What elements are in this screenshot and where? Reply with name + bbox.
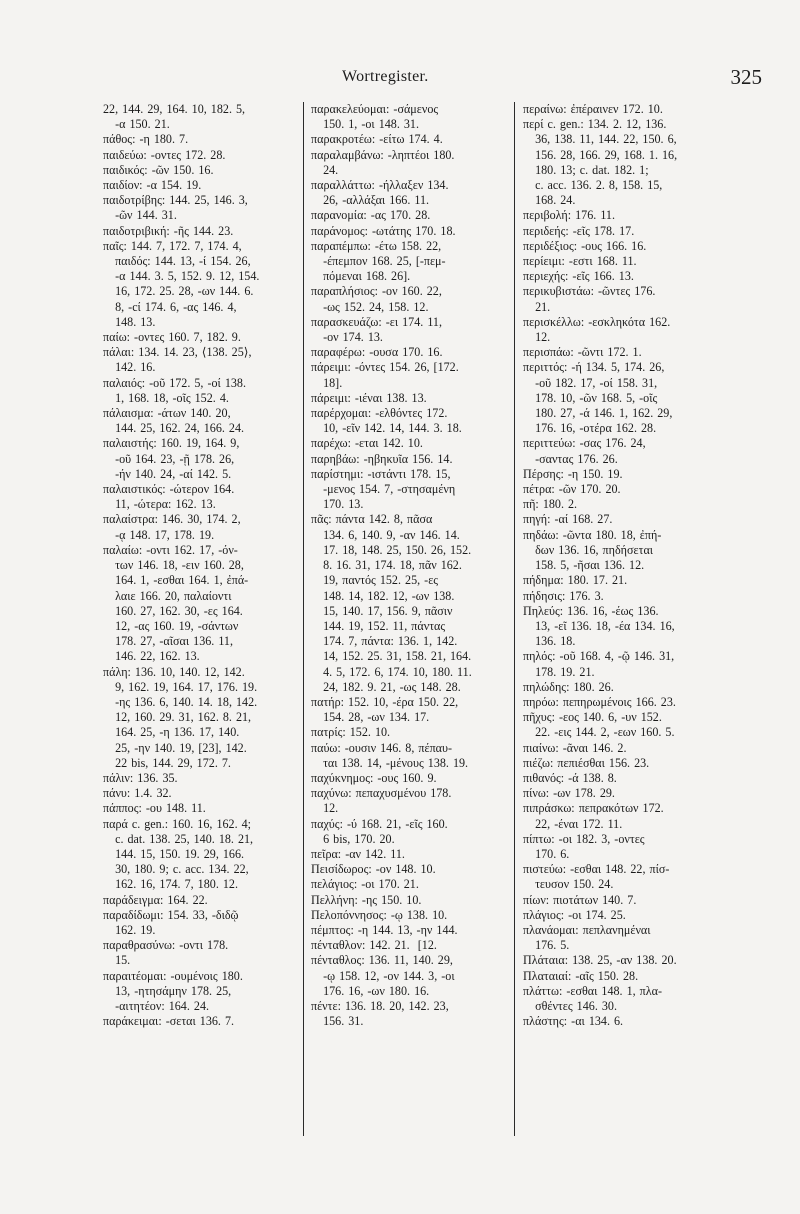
- index-line: πηγή: -αί 168. 27.: [523, 512, 613, 527]
- index-line: παιδοτρίβης: 144. 25, 146. 3,: [103, 193, 248, 208]
- index-line: παράδειγμα: 164. 22.: [103, 892, 208, 907]
- index-line: -ης 136. 6, 140. 14. 18, 142.: [103, 694, 258, 709]
- index-line: 12, -ας 160. 19, -σάντων: [103, 618, 239, 633]
- index-line: πίπτω: -οι 182. 3, -οντες: [523, 831, 645, 846]
- index-line: 150. 1, -οι 148. 31.: [311, 117, 420, 132]
- index-line: πάθος: -η 180. 7.: [103, 132, 189, 147]
- index-line: παραπλήσιος: -ον 160. 22,: [311, 284, 442, 299]
- index-line: 30, 180. 9; c. acc. 134. 22,: [103, 862, 249, 877]
- index-line: 6 bis, 170. 20.: [311, 831, 395, 846]
- index-line: 154. 28, -ων 134. 17.: [311, 710, 430, 725]
- index-line: -ως 152. 24, 158. 12.: [311, 299, 429, 314]
- index-line: πάνυ: 1.4. 32.: [103, 786, 172, 801]
- index-line: πηλώδης: 180. 26.: [523, 679, 614, 694]
- index-line: 162. 19.: [103, 922, 156, 937]
- index-line: 22, 144. 29, 164. 10, 182. 5,: [103, 102, 246, 116]
- index-line: 134. 6, 140. 9, -αν 146. 14.: [311, 527, 460, 542]
- index-line: 164. 1, -εσθαι 164. 1, ἐπά-: [103, 573, 249, 588]
- index-line: παρηβάω: -ηβηκυῖα 156. 14.: [311, 451, 453, 466]
- index-line: 144. 15, 150. 19. 29, 166.: [103, 846, 245, 861]
- index-column-right: [523, 102, 763, 1029]
- index-line: παλαιός: -οῦ 172. 5, -οί 138.: [103, 375, 246, 390]
- index-line: Πλαταιαί: -αῖς 150. 28.: [523, 968, 639, 983]
- index-line: 36, 138. 11, 144. 22, 150. 6,: [523, 132, 677, 147]
- index-line: περίειμι: -εστι 168. 11.: [523, 254, 637, 269]
- index-column-left: [103, 102, 295, 1029]
- index-line: -ήν 140. 24, -αί 142. 5.: [103, 466, 232, 481]
- index-line: παιδικός: -ῶν 150. 16.: [103, 162, 214, 177]
- index-line: 158. 5, -ῆσαι 136. 12.: [523, 558, 645, 573]
- index-column-middle: [311, 102, 504, 1029]
- index-line: πλάττω: -εσθαι 148. 1, πλα-: [523, 983, 663, 998]
- index-line: 170. 6.: [523, 846, 570, 861]
- index-line: πόμεναι 168. 26].: [311, 269, 411, 284]
- index-line: 144. 19, 152. 11, πάντας: [311, 618, 446, 633]
- index-line: πηδάω: -ῶντα 180. 18, ἐπή-: [523, 527, 662, 542]
- index-line: 136. 18.: [523, 634, 576, 649]
- index-line: πηρόω: πεπηρωμένοις 166. 23.: [523, 694, 676, 709]
- index-line: πατήρ: 152. 10, -έρα 150. 22,: [311, 694, 459, 709]
- index-line: 160. 27, 162. 30, -ες 164.: [103, 603, 243, 618]
- index-line: 148. 13.: [103, 314, 156, 329]
- index-line: 15, 140. 17, 156. 9, πᾶσιν: [311, 603, 453, 618]
- index-line: παχύνω: πεπαχυσμένου 178.: [311, 786, 452, 801]
- index-line: παλαιστικός: -ώτερον 164.: [103, 482, 235, 497]
- index-line: παχύκνημος: -ους 160. 9.: [311, 770, 437, 785]
- index-line: περιβολή: 176. 11.: [523, 208, 615, 223]
- index-line: πάλαι: 134. 14. 23, ⟨138. 25⟩,: [103, 345, 252, 360]
- index-line: πλανάομαι: πεπλανημέναι: [523, 922, 651, 937]
- index-line: 22, -έναι 172. 11.: [523, 816, 623, 831]
- index-line: 142. 16.: [103, 360, 156, 375]
- index-line: παχύς: -ύ 168. 21, -εῖς 160.: [311, 816, 448, 831]
- index-line: πάρειμι: -ιέναι 138. 13.: [311, 390, 427, 405]
- index-line: Πέρσης: -η 150. 19.: [523, 466, 623, 481]
- index-line: 15.: [103, 953, 131, 968]
- index-line: παιδίον: -α 154. 19.: [103, 178, 202, 193]
- index-line: τευσον 150. 24.: [523, 877, 614, 892]
- index-line: 12.: [311, 801, 339, 816]
- index-line: 19, παντός 152. 25, -ες: [311, 573, 439, 588]
- index-line: πῆ: 180. 2.: [523, 497, 578, 512]
- index-line: πάρειμι: -όντες 154. 26, [172.: [311, 360, 459, 375]
- index-line: παιδός: 144. 13, -ί 154. 26,: [103, 254, 251, 269]
- index-line: -α 150. 21.: [103, 117, 170, 132]
- index-line: πεῖρα: -αν 142. 11.: [311, 846, 405, 861]
- index-line: -έπεμπον 168. 25, [-πεμ-: [311, 254, 446, 269]
- index-line: -ον 174. 13.: [311, 330, 383, 345]
- index-line: πάλαισμα: -άτων 140. 20,: [103, 406, 231, 421]
- index-line: -οῦ 182. 17, -οί 158. 31,: [523, 375, 658, 390]
- running-title: Wortregister.: [342, 68, 429, 85]
- index-line: περιδεής: -εῖς 178. 17.: [523, 223, 635, 238]
- page-number: 325: [730, 65, 762, 89]
- index-line: πένταθλος: 136. 11, 140. 29,: [311, 953, 453, 968]
- index-line: Πελοπόννησος: -ῳ 138. 10.: [311, 907, 448, 922]
- index-line: δων 136. 16, πηδήσεται: [523, 542, 654, 557]
- index-line: παράνομος: -ωτάτης 170. 18.: [311, 223, 456, 238]
- index-line: περιεχής: -εῖς 166. 13.: [523, 269, 634, 284]
- index-line: 144. 25, 162. 24, 166. 24.: [103, 421, 245, 436]
- index-line: 8, -cί 174. 6, -ας 146. 4,: [103, 299, 237, 314]
- index-line: πελάγιος: -οι 170. 21.: [311, 877, 419, 892]
- index-line: 164. 25, -η 136. 17, 140.: [103, 725, 240, 740]
- index-line: 16, 172. 25. 28, -ων 144. 6.: [103, 284, 254, 299]
- index-line: παίω: -οντες 160. 7, 182. 9.: [103, 330, 241, 345]
- index-line: Πελλήνη: -ης 150. 10.: [311, 892, 422, 907]
- index-line: παραλαμβάνω: -ληπτέοι 180.: [311, 147, 455, 162]
- index-line: 17. 18, 148. 25, 150. 26, 152.: [311, 542, 472, 557]
- index-line: 9, 162. 19, 164. 17, 176. 19.: [103, 679, 258, 694]
- index-line: περικυβιστάω: -ῶντες 176.: [523, 284, 656, 299]
- index-line: παραπέμπω: -έτω 158. 22,: [311, 238, 442, 253]
- index-line: 10, -εῖν 142. 14, 144. 3. 18.: [311, 421, 462, 436]
- index-line: των 146. 18, -ειν 160. 28,: [103, 558, 244, 573]
- page-header: [0, 65, 800, 98]
- index-line: παρακροτέω: -είτω 174. 4.: [311, 132, 443, 147]
- index-line: 4. 5, 172. 6, 174. 10, 180. 11.: [311, 664, 472, 679]
- index-line: 156. 28, 166. 29, 168. 1. 16,: [523, 147, 678, 162]
- index-line: παλαίστρα: 146. 30, 174. 2,: [103, 512, 241, 527]
- index-line: 180. 13; c. dat. 182. 1;: [523, 162, 649, 177]
- index-line: πᾶς: πάντα 142. 8, πᾶσα: [311, 512, 433, 527]
- index-line: παρίστημι: -ιστάντι 178. 15,: [311, 466, 451, 481]
- index-line: 13, -ητησάμην 178. 25,: [103, 983, 232, 998]
- index-line: 8. 16. 31, 174. 18, πᾶν 162.: [311, 558, 462, 573]
- index-line: παιδεύω: -οντες 172. 28.: [103, 147, 226, 162]
- index-line: πιθανός: -ά 138. 8.: [523, 770, 617, 785]
- index-line: -α 144. 3. 5, 152. 9. 12, 154.: [103, 269, 260, 284]
- index-line: πιπράσκω: πεπρακότων 172.: [523, 801, 664, 816]
- index-line: 176. 5.: [523, 938, 570, 953]
- index-line: 162. 16, 174. 7, 180. 12.: [103, 877, 238, 892]
- index-line: πένταθλον: 142. 21. [12.: [311, 938, 437, 953]
- index-line: -οῦ 164. 23, -ῇ 178. 26,: [103, 451, 235, 466]
- index-line: 174. 7, πάντα: 136. 1, 142.: [311, 634, 458, 649]
- column-divider: [303, 102, 304, 1136]
- index-line: παῖς: 144. 7, 172. 7, 174. 4,: [103, 238, 242, 253]
- index-line: c. acc. 136. 2. 8, 158. 15,: [523, 178, 663, 193]
- index-line: 13, -εῖ 136. 18, -έα 134. 16,: [523, 618, 675, 633]
- index-line: πήδησις: 176. 3.: [523, 588, 604, 603]
- index-line: 146. 22, 162. 13.: [103, 649, 200, 664]
- index-line: πάππος: -ου 148. 11.: [103, 801, 206, 816]
- index-line: παραιτέομαι: -ουμένοις 180.: [103, 968, 243, 983]
- index-line: πέμπτος: -η 144. 13, -ην 144.: [311, 922, 458, 937]
- index-line: παρακελεύομαι: -σάμενος: [311, 102, 439, 116]
- index-line: 21.: [523, 299, 551, 314]
- index-line: παραδίδωμι: 154. 33, -διδῷ: [103, 907, 239, 922]
- index-line: πήδημα: 180. 17. 21.: [523, 573, 628, 588]
- index-line: πίων: πιοτάτων 140. 7.: [523, 892, 637, 907]
- index-line: παύω: -ουσιν 146. 8, πέπαυ-: [311, 740, 453, 755]
- index-line: 156. 31.: [311, 1014, 364, 1029]
- index-line: πηλός: -οῦ 168. 4, -ῷ 146. 31,: [523, 649, 675, 664]
- index-line: 18].: [311, 375, 343, 390]
- index-line: 168. 24.: [523, 193, 576, 208]
- index-line: πίνω: -ων 178. 29.: [523, 786, 615, 801]
- index-line: 12, 160. 29. 31, 162. 8. 21,: [103, 710, 252, 725]
- index-line: πιαίνω: -ᾶναι 146. 2.: [523, 740, 627, 755]
- index-line: 176. 16, -οτέρα 162. 28.: [523, 421, 657, 436]
- index-line: 24.: [311, 162, 339, 177]
- index-line: πάλη: 136. 10, 140. 12, 142.: [103, 664, 245, 679]
- index-line: ται 138. 14, -μένους 138. 19.: [311, 755, 469, 770]
- index-line: -μενος 154. 7, -στησαμένη: [311, 482, 456, 497]
- index-line: πῆχυς: -εος 140. 6, -υν 152.: [523, 710, 662, 725]
- index-line: -αιτητέον: 164. 24.: [103, 998, 210, 1013]
- index-line: Πεισίδωρος: -ον 148. 10.: [311, 862, 436, 877]
- index-line: παραθρασύνω: -οντι 178.: [103, 938, 229, 953]
- index-line: πλάστης: -αι 134. 6.: [523, 1014, 624, 1029]
- index-line: -ᾳ 148. 17, 178. 19.: [103, 527, 215, 542]
- index-line: 22. -εις 144. 2, -εων 160. 5.: [523, 725, 675, 740]
- index-line: παρέχω: -εται 142. 10.: [311, 436, 423, 451]
- index-line: 26, -αλλάξαι 166. 11.: [311, 193, 430, 208]
- index-line: 25, -ην 140. 19, [23], 142.: [103, 740, 247, 755]
- index-line: περί c. gen.: 134. 2. 12, 136.: [523, 117, 667, 132]
- index-line: παράκειμαι: -σεται 136. 7.: [103, 1014, 235, 1029]
- index-line: 176. 16, -ων 180. 16.: [311, 983, 430, 998]
- index-line: -ῶν 144. 31.: [103, 208, 177, 223]
- index-line: παρά c. gen.: 160. 16, 162. 4;: [103, 816, 252, 831]
- index-line: πλάγιος: -οι 174. 25.: [523, 907, 626, 922]
- index-line: περισκέλλω: -εσκληκότα 162.: [523, 314, 671, 329]
- index-line: 170. 13.: [311, 497, 364, 512]
- index-line: 148. 14, 182. 12, -ων 138.: [311, 588, 455, 603]
- index-line: 12.: [523, 330, 551, 345]
- index-line: περιττός: -ή 134. 5, 174. 26,: [523, 360, 665, 375]
- index-line: παρέρχομαι: -ελθόντες 172.: [311, 406, 448, 421]
- index-line: παραλλάττω: -ήλλαξεν 134.: [311, 178, 449, 193]
- index-line: 180. 27, -ά 146. 1, 162. 29,: [523, 406, 673, 421]
- index-line: παλαιστής: 160. 19, 164. 9,: [103, 436, 240, 451]
- index-line: -σαντας 176. 26.: [523, 451, 618, 466]
- index-line: 11, -ώτερα: 162. 13.: [103, 497, 216, 512]
- index-line: λαιε 166. 20, παλαίοντι: [103, 588, 232, 603]
- index-line: παρανομία: -ας 170. 28.: [311, 208, 431, 223]
- index-line: πατρίς: 152. 10.: [311, 725, 391, 740]
- index-line: παρασκευάζω: -ει 174. 11,: [311, 314, 442, 329]
- index-line: 22 bis, 144. 29, 172. 7.: [103, 755, 231, 770]
- index-line: σθέντες 146. 30.: [523, 998, 617, 1013]
- index-line: Πηλεύς: 136. 16, -έως 136.: [523, 603, 659, 618]
- index-line: παλαίω: -οντι 162. 17, -όν-: [103, 542, 238, 557]
- index-line: πάλιν: 136. 35.: [103, 770, 178, 785]
- index-line: 1, 168. 18, -οῖς 152. 4.: [103, 390, 229, 405]
- index-line: πέντε: 136. 18. 20, 142. 23,: [311, 998, 449, 1013]
- index-line: παιδοτριβική: -ῆς 144. 23.: [103, 223, 234, 238]
- index-line: 14, 152. 25. 31, 158. 21, 164.: [311, 649, 472, 664]
- index-line: -ῳ 158. 12, -ον 144. 3, -οι: [311, 968, 455, 983]
- index-line: 178. 19. 21.: [523, 664, 595, 679]
- column-divider: [514, 102, 515, 1136]
- index-line: παραφέρω: -ουσα 170. 16.: [311, 345, 443, 360]
- index-line: Πλάταια: 138. 25, -αν 138. 20.: [523, 953, 677, 968]
- index-line: 178. 27, -αῖσαι 136. 11,: [103, 634, 234, 649]
- index-line: 178. 10, -ῶν 168. 5, -οῖς: [523, 390, 658, 405]
- index-line: περιττεύω: -σας 176. 24,: [523, 436, 646, 451]
- index-line: πιέζω: πεπιέσθαι 156. 23.: [523, 755, 650, 770]
- index-line: πέτρα: -ῶν 170. 20.: [523, 482, 621, 497]
- index-line: περιδέξιος: -ους 166. 16.: [523, 238, 647, 253]
- index-line: πιστεύω: -εσθαι 148. 22, πίσ-: [523, 862, 670, 877]
- index-line: περισπάω: -ῶντι 172. 1.: [523, 345, 642, 360]
- index-line: 24, 182. 9. 21, -ως 148. 28.: [311, 679, 461, 694]
- index-line: c. dat. 138. 25, 140. 18. 21,: [103, 831, 254, 846]
- index-line: περαίνω: ἐπέραινεν 172. 10.: [523, 102, 663, 116]
